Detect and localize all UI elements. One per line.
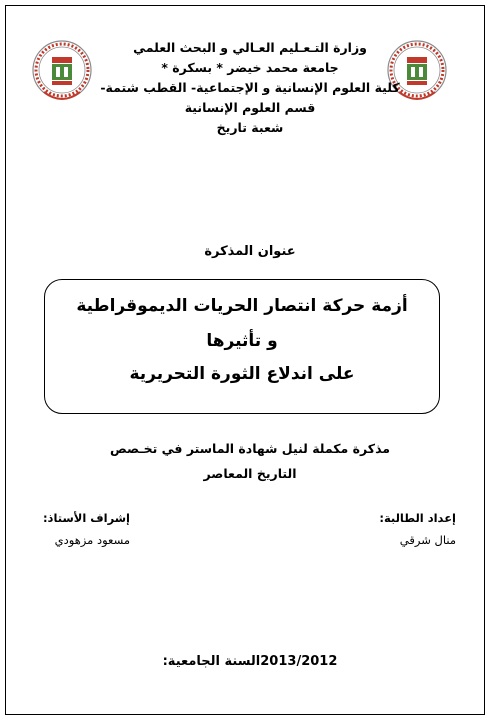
thesis-title-line: أزمة حركة انتصار الحريات الديموقراطية (76, 296, 408, 316)
institution-header (95, 38, 405, 138)
department-name: قسم العلوم الإنسانية (184, 100, 316, 115)
branch-name: شعبة تاريخ (216, 120, 284, 135)
university-name: جامعة محمد خيضر * بسكرة * (161, 60, 339, 75)
faculty-name: كلية العلوم الإنسانية و الإجتماعية- القطب شتمة- (100, 80, 400, 95)
thesis-title-line: و تأثيرها (206, 331, 278, 351)
degree-statement: مذكرة مكملة لنيل شهادة الماستر في تخـصص (109, 441, 391, 456)
academic-year-label: السنة الجامعية: (162, 654, 261, 669)
academic-year-value: 2013/2012 (260, 654, 338, 669)
supervisor-name: مسعود مزهودي (54, 533, 130, 547)
student-label: إعداد الطالبة: (379, 511, 456, 525)
thesis-title-box (44, 279, 440, 414)
thesis-title-line: على اندلاع الثورة التحريرية (129, 364, 355, 384)
supervisor-label: إشراف الأستاذ: (42, 511, 130, 525)
ministry-name: وزارة التـعـليم العـالي و البحث العلمي (133, 40, 367, 55)
student-name: منال شرقي (399, 533, 456, 547)
academic-year (120, 654, 380, 669)
specialization: التاريخ المعاصر (203, 466, 297, 481)
university-seal-left (30, 32, 94, 114)
thesis-title-label: عنوان المذكرة (204, 244, 296, 259)
